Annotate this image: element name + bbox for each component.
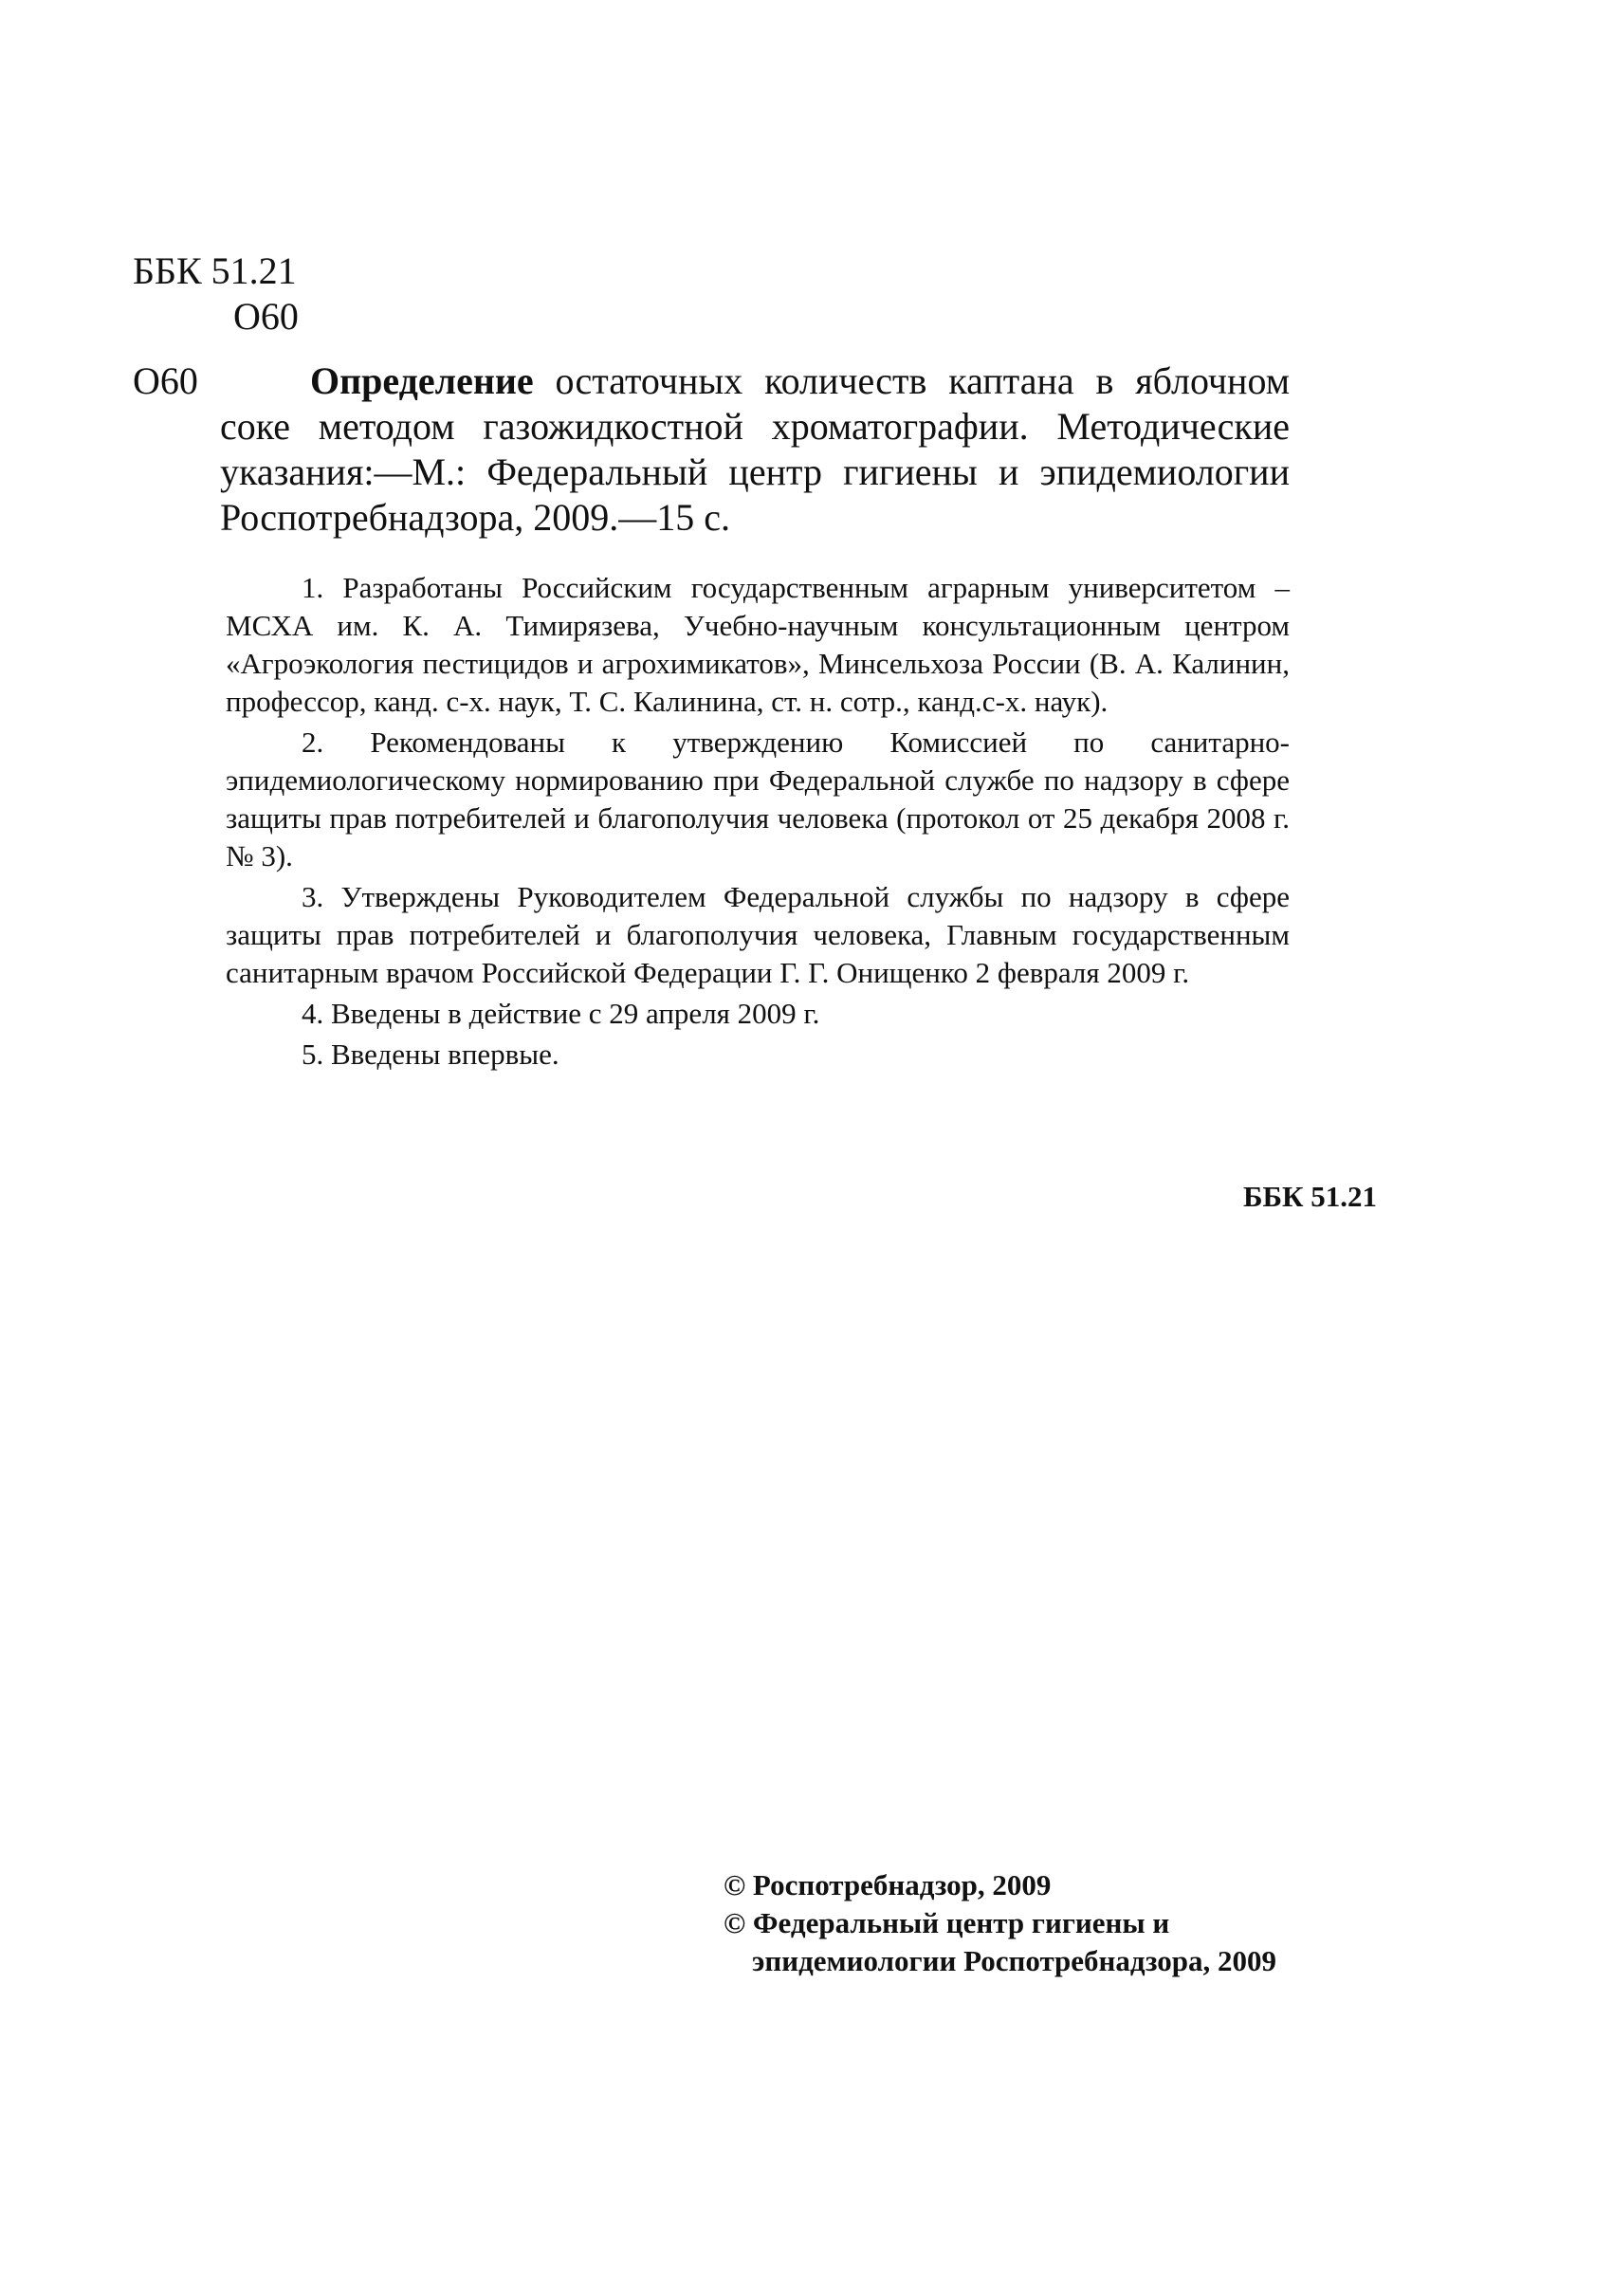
entry-title-word: Определение <box>310 359 534 402</box>
entry-code: О60 <box>133 359 198 402</box>
bibliographic-entry <box>133 358 1290 541</box>
copyright-block <box>724 1866 1276 1980</box>
copyright-line: © Федеральный центр гигиены и <box>724 1906 1170 1939</box>
note-item: 3. Утверждены Руководителем Федеральной службы по надзору в сфере защиты прав потребителей и благополучия человека, Главным государственным санитарным врачом Российской Федерации Г. Г. Онищенко 2 февраля 2009 г. <box>226 880 1290 989</box>
entry-description <box>220 358 1290 541</box>
bbk-footer: ББК 51.21 <box>1243 1180 1377 1213</box>
author-sign-code: О60 <box>233 295 299 338</box>
note-item: 5. Введены впервые. <box>302 1038 559 1071</box>
bbk-classification: ББК 51.21 <box>133 249 297 292</box>
copyright-line: © Роспотребнадзор, 2009 <box>724 1868 1052 1901</box>
bbk-header <box>133 248 299 340</box>
note-item: 4. Введены в действие с 29 апреля 2009 г. <box>302 997 820 1030</box>
entry-body: остаточных количеств каптана в яблочном соке методом газожидкостной хроматографии. Методические указания:—М.: Федеральный центр гигиены и эпидемиологии Роспотребнадзора, 2009.—15 с. <box>220 359 1290 539</box>
note-item: 1. Разработаны Российским государственным аграрным университетом – МСХА им. К. А. Тимирязева, Учебно-научным консультационным центром «Агроэкология пестицидов и агрохимикатов», Минсельхоза России (В. А. Калинин, профессор, канд. с-х. наук, Т. С. Калинина, ст. н. сотр., канд.с-х. наук). <box>226 571 1290 718</box>
note-item: 2. Рекомендованы к утверждению Комиссией по санитарно-эпидемиологическому нормированию при Федеральной службе по надзору в сфере защиты прав потребителей и благополучия человека (протокол от 25 декабря 2008 г. № 3). <box>226 726 1290 872</box>
notes-list <box>226 569 1290 1076</box>
copyright-line: эпидемиологии Роспотребнадзора, 2009 <box>752 1944 1276 1977</box>
